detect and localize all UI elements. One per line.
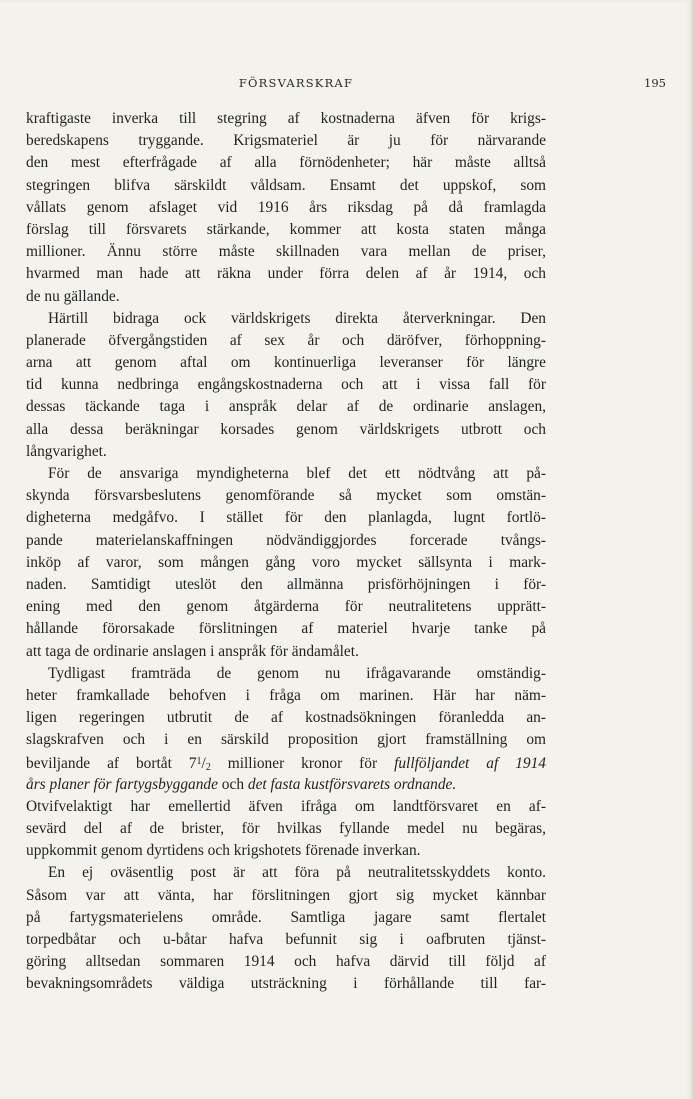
text-line: den mest efterfrågade af alla förnödenheter; här måste alltså	[26, 154, 546, 172]
text-line: pande materielanskaffningen nödvändiggjordes forcerade tvångs-	[26, 531, 546, 549]
text-line: beredskapens tryggande. Krigsmateriel är ju för närvarande	[26, 132, 546, 150]
paragraph-start: För de ansvariga myndigheterna blef det ett nödtvång att på-	[48, 465, 546, 482]
text-line: kraftigaste inverka till stegring af kostnaderna äfven för krigs-	[26, 110, 546, 127]
text-segment: och	[217, 775, 248, 793]
text-line: ligen regeringen utbrutit de af kostnadsökningen föranledda an-	[26, 709, 546, 727]
text-line: torpedbåtar och u-båtar hafva befunnit sig i oafbruten tjänst-	[26, 930, 546, 948]
text-line: på fartygsmaterielens område. Samtliga jagare samt flertalet	[26, 908, 546, 926]
text-line: skynda försvarsbeslutens genomförande så mycket som omstän-	[26, 487, 546, 505]
paragraph-start: En ej oväsentlig post är att föra på neutralitetsskyddets konto.	[48, 864, 546, 882]
italic-title: års planer för fartygsbyggande	[26, 775, 218, 793]
text-line: heter framkallade behofven i fråga om marinen. Här har näm-	[26, 686, 546, 704]
text-line: stegringen blifva särskildt våldsam. Ensamt det uppskof, som	[26, 176, 546, 194]
text-line: sevärd del af de brister, för hvilkas fyllande medel nu begäras,	[26, 820, 546, 837]
fraction-denominator: 2	[205, 762, 211, 774]
fraction-numerator: 1	[196, 756, 202, 768]
text-line: förslag till försvarets stärkande, kommer att kosta staten många	[26, 220, 546, 238]
text-line: Otvifvelaktigt har emellertid äfven ifråga om landtförsvaret en af-	[26, 797, 546, 815]
text-line: naden. Samtidigt uteslöt den allmänna prisförhöjningen i för-	[26, 575, 546, 593]
text-line: slagskrafven och i en särskild proposition gjort framställning om	[26, 731, 546, 749]
text-line: att taga de ordinarie anslagen i anspråk för ändamålet.	[26, 642, 359, 660]
text-segment: beviljande af bortåt 7	[26, 755, 197, 773]
paragraph-start: Tydligast framträda de genom nu ifrågavarande omständig-	[48, 664, 546, 682]
text-line: tid kunna nedbringa engångskostnaderna och att i vissa fall för	[26, 376, 546, 394]
text-line: digheterna medgåfvo. I stället för den planlagda, lugnt fortlö-	[26, 509, 546, 527]
body-text	[26, 108, 546, 996]
text-line: uppkommit genom dyrtidens och krigshotets förenade inverkan.	[26, 842, 421, 860]
italic-title: fullföljandet af 1914	[394, 755, 546, 773]
italic-title: det fasta kustförsvarets ordnande.	[247, 775, 457, 793]
text-line: ening med den genom åtgärderna för neutralitetens upprätt-	[26, 598, 546, 616]
text-line: långvarighet.	[26, 442, 107, 460]
text-line: alla dessa beräkningar korsades genom världskrigets utbrott och	[26, 420, 546, 438]
paragraph-start: Härtill bidraga ock världskrigets direkta återverkningar. Den	[48, 309, 546, 327]
text-line: dessas täckande taga i anspråk delar af de ordinarie anslagen,	[26, 398, 546, 416]
page-number: 195	[644, 76, 666, 90]
text-line-italic	[26, 774, 546, 796]
text-line-with-fraction: beviljande af bortåt $7^1/2$ millioner kronor för fullföljandet af 1914	[26, 755, 546, 774]
page-edge-shadow	[691, 0, 695, 1099]
text-line: inköp af varor, som mången gång voro mycket sällsynta i mark-	[26, 553, 546, 571]
text-line: hållande förorsakade förslitningen af materiel hvarje tanke på	[26, 620, 546, 638]
text-line: de nu gällande.	[26, 287, 120, 305]
text-segment: millioner kronor för	[210, 755, 395, 773]
text-line: Såsom var att vänta, har förslitningen gjort sig mycket kännbar	[26, 886, 546, 904]
text-line: vållats genom afslaget vid 1916 års riksdag på då framlagda	[26, 198, 546, 216]
text-line: hvarmed man hade att räkna under förra delen af år 1914, och	[26, 265, 546, 283]
text-line: göring alltsedan sommaren 1914 och hafva därvid till följd af	[26, 953, 546, 971]
text-line: bevakningsområdets väldiga utsträckning i förhållande till far-	[26, 975, 546, 993]
text-line: arna att genom aftal om kontinuerliga leveranser för längre	[26, 354, 546, 372]
text-line: planerade öfvergångstiden af sex år och däröfver, förhoppning-	[26, 331, 546, 349]
running-head	[26, 76, 676, 92]
text-line: millioner. Ännu större måste skillnaden vara mellan de priser,	[26, 243, 546, 261]
running-title: FÖRSVARSKRAF	[238, 76, 354, 90]
